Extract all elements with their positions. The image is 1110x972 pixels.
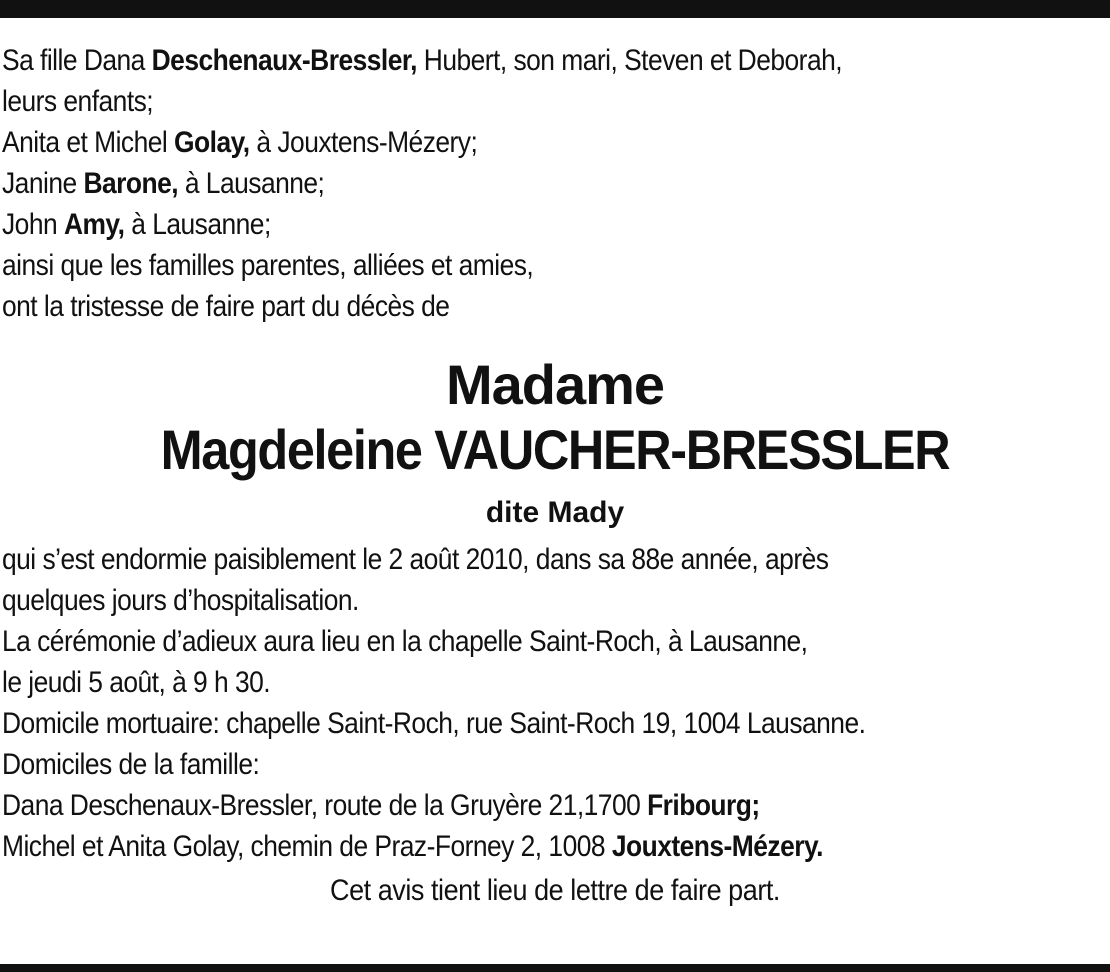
detail-line-6: Domiciles de la famille: <box>2 748 260 781</box>
family-line-5 <box>2 204 975 245</box>
top-rule <box>0 0 1110 18</box>
family-line-4 <box>2 163 975 204</box>
family-line-3 <box>2 122 975 163</box>
family-line-7: ont la tristesse de faire part du décès de <box>2 290 450 323</box>
city-bold: Jouxtens-Mézery. <box>611 830 823 863</box>
family-line-1 <box>2 40 975 81</box>
detail-line-1: qui s’est endormie paisiblement le 2 août 2010, dans sa 88e année, après <box>2 543 829 576</box>
detail-line-3: La cérémonie d’adieux aura lieu en la chapelle Saint-Roch, à Lausanne, <box>2 625 808 658</box>
text-segment: Janine <box>2 167 84 200</box>
detail-line-5: Domicile mortuaire: chapelle Saint-Roch, rue Saint-Roch 19, 1004 Lausanne. <box>2 707 866 740</box>
detail-line-7 <box>2 785 975 826</box>
text-segment: Sa fille Dana <box>2 44 152 77</box>
deceased-title: Madame <box>445 353 665 416</box>
family-name-bold: Barone, <box>83 167 179 200</box>
obituary-notice <box>2 40 1108 913</box>
text-segment: John <box>2 208 64 241</box>
detail-line-8 <box>2 826 975 867</box>
family-line-2: leurs enfants; <box>2 85 154 118</box>
deceased-nickname: dite Mady <box>485 496 625 529</box>
city-bold: Fribourg; <box>647 789 760 822</box>
bottom-rule <box>0 964 1110 972</box>
text-segment: à Lausanne; <box>178 167 325 200</box>
text-segment: à Jouxtens-Mézery; <box>249 126 478 159</box>
closing-note: Cet avis tient lieu de lettre de faire part. <box>330 874 780 907</box>
deceased-name: Magdeleine VAUCHER-BRESSLER <box>160 418 950 481</box>
detail-line-2: quelques jours d’hospitalisation. <box>2 584 359 617</box>
family-line-6: ainsi que les familles parentes, alliées et amies, <box>2 249 534 282</box>
text-segment: Michel et Anita Golay, chemin de Praz-Forney 2, 1008 <box>2 830 612 863</box>
text-segment: Anita et Michel <box>2 126 175 159</box>
text-segment: à Lausanne; <box>124 208 271 241</box>
text-segment: Dana Deschenaux-Bressler, route de la Gruyère 21,1700 <box>2 789 648 822</box>
family-name-bold: Golay, <box>174 126 250 159</box>
family-name-bold: Deschenaux-Bressler, <box>151 44 417 77</box>
text-segment: Hubert, son mari, Steven et Deborah, <box>416 44 843 77</box>
family-name-bold: Amy, <box>63 208 125 241</box>
detail-line-4: le jeudi 5 août, à 9 h 30. <box>2 666 271 699</box>
